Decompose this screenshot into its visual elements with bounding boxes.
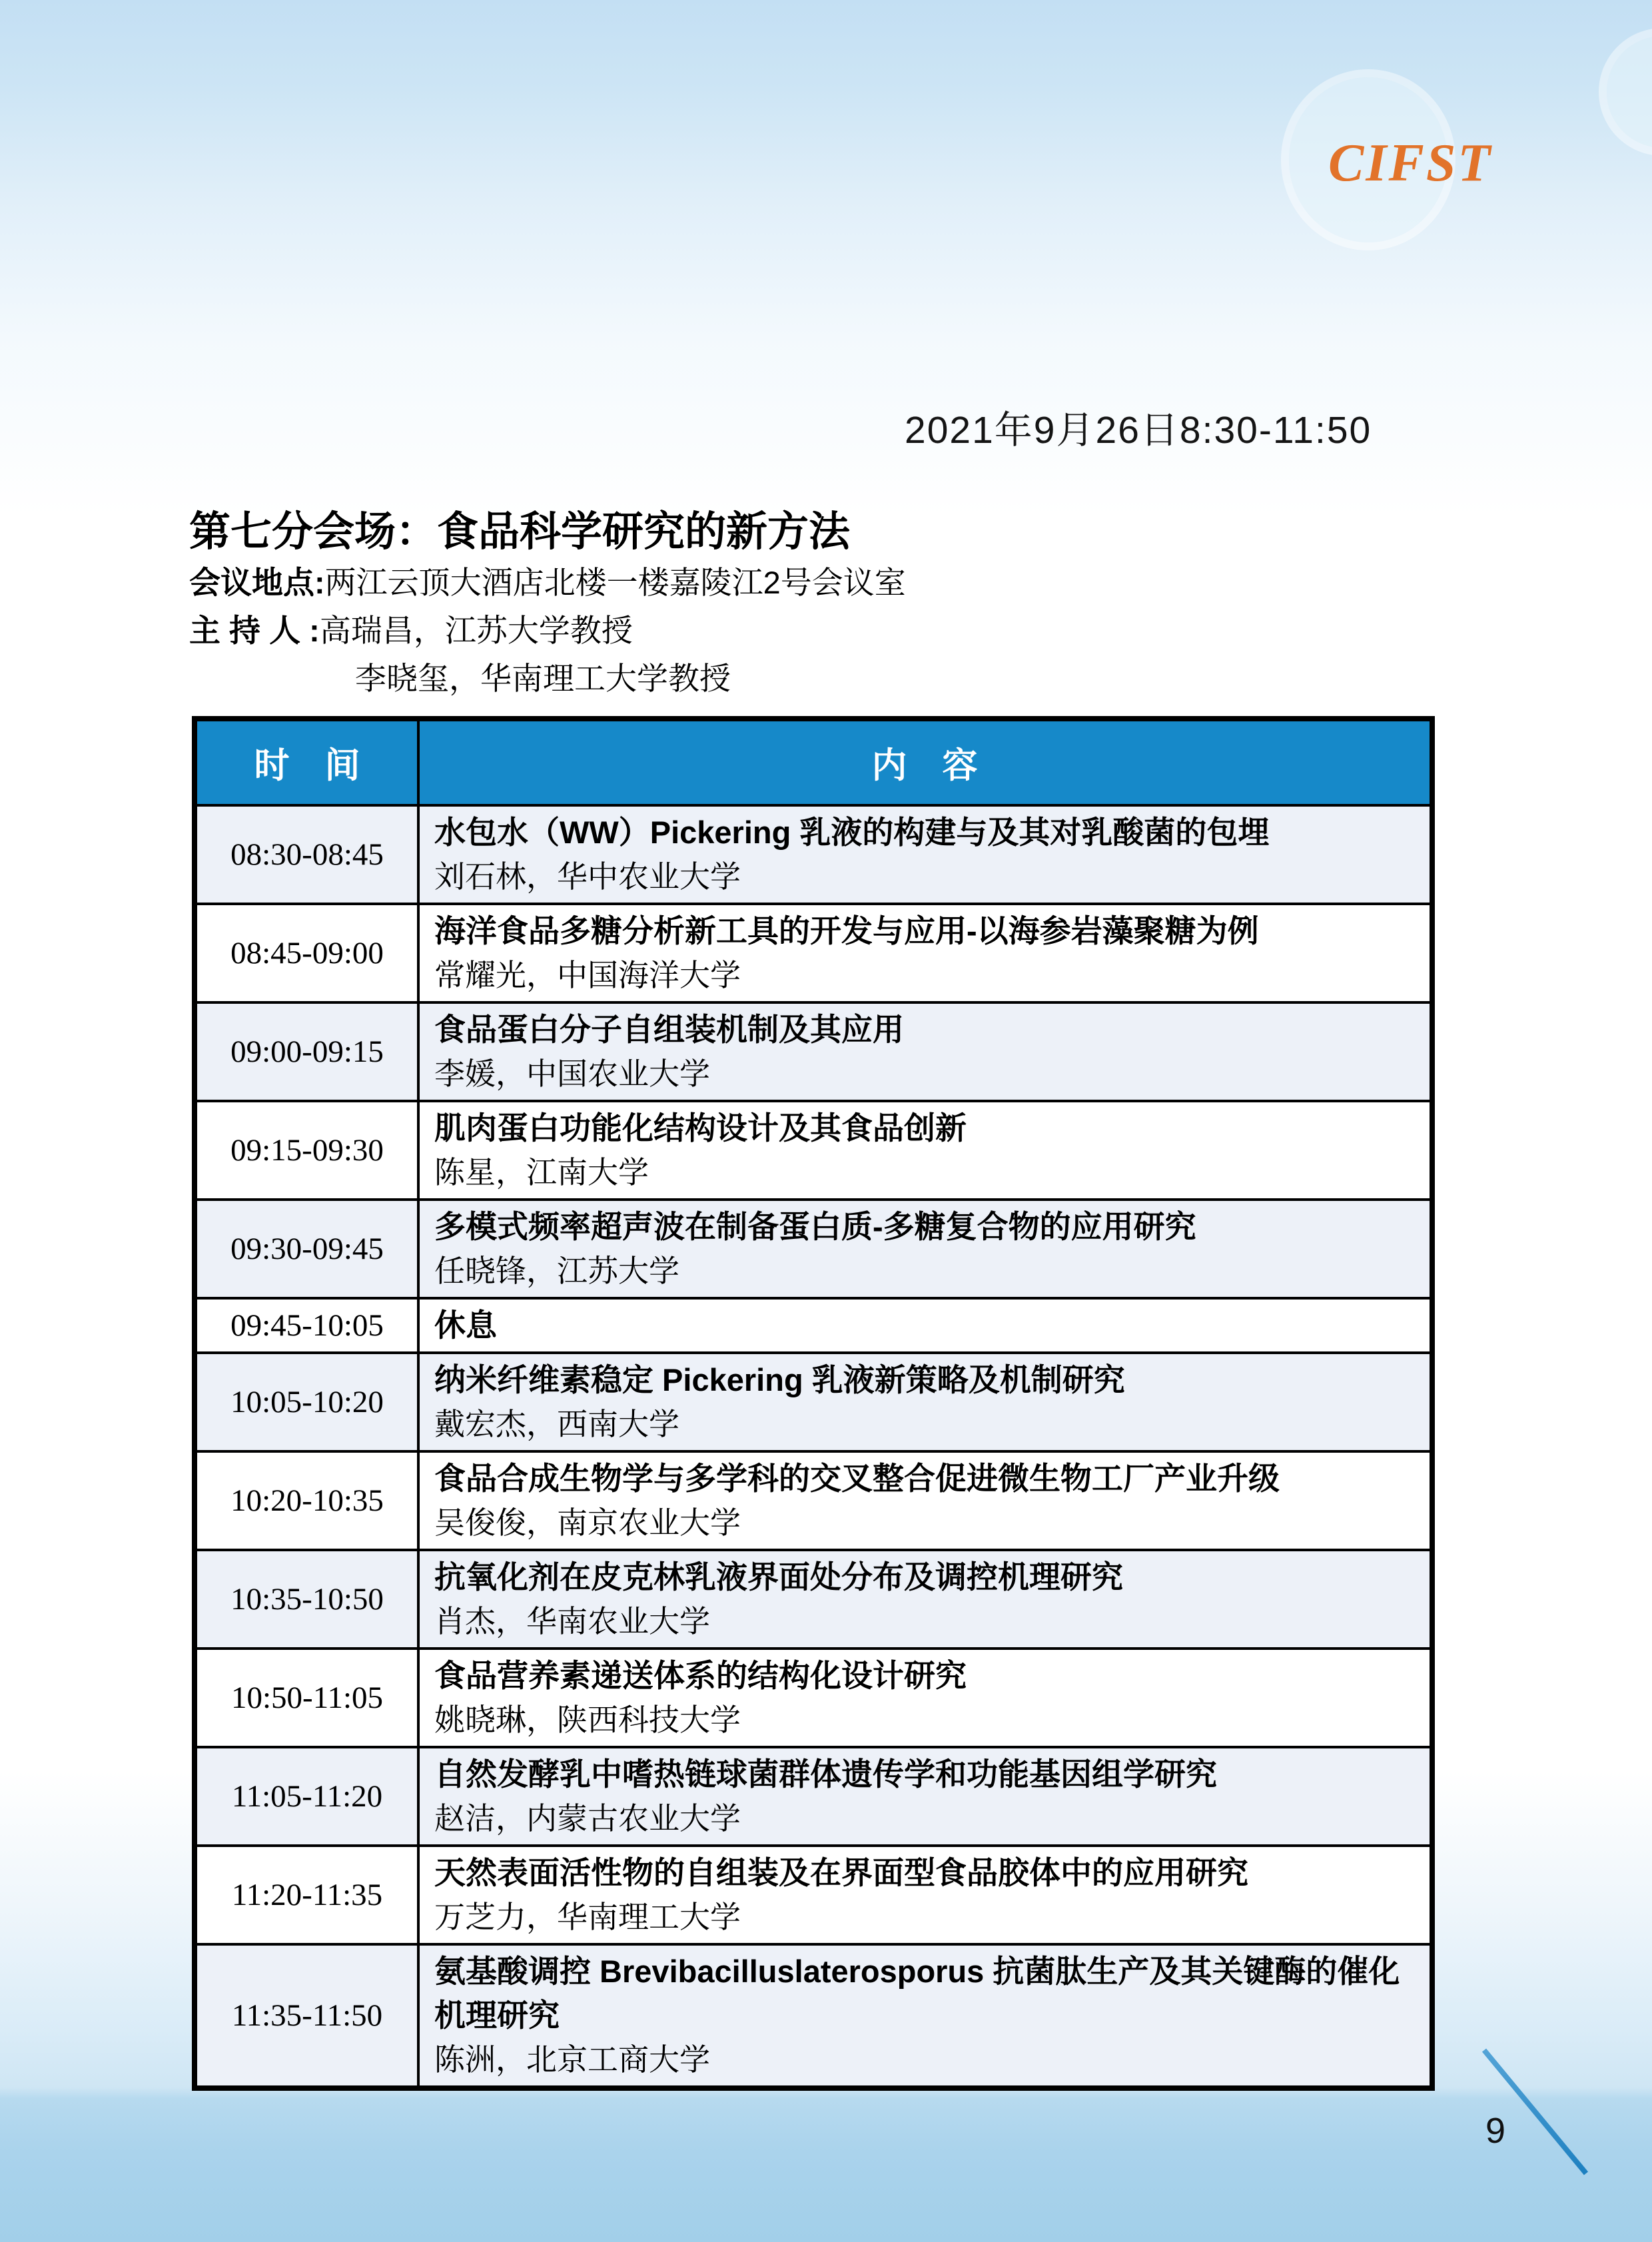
- table-row: [195, 1353, 1432, 1451]
- time-cell: 10:50-11:05: [195, 1649, 418, 1747]
- talk-speaker: 赵洁，内蒙古农业大学: [434, 1801, 741, 1836]
- table-row: [195, 1550, 1432, 1649]
- talk-speaker: 陈洲，北京工商大学: [434, 2042, 710, 2077]
- talk-speaker: 刘石林，华中农业大学: [434, 859, 741, 894]
- content-cell: [418, 1649, 1432, 1747]
- table-row: [195, 1846, 1432, 1944]
- page-number: 9: [1485, 2111, 1506, 2151]
- content-cell: [418, 1846, 1432, 1944]
- talk-speaker: 戴宏杰，西南大学: [434, 1407, 679, 1441]
- talk-title: 肌肉蛋白功能化结构设计及其食品创新: [434, 1110, 967, 1146]
- talk-title: 休息: [434, 1308, 497, 1343]
- header-row: [195, 719, 1432, 805]
- talk-speaker: 肖杰，华南农业大学: [434, 1604, 710, 1639]
- talk-title: 抗氧化剂在皮克林乳液界面处分布及调控机理研究: [434, 1559, 1123, 1595]
- talk-speaker: 吴俊俊，南京农业大学: [434, 1505, 741, 1540]
- talk-speaker: 李媛，中国农业大学: [434, 1056, 710, 1091]
- talk-speaker: 万芝力，华南理工大学: [434, 1900, 741, 1934]
- content-cell: [418, 1747, 1432, 1846]
- footer-decoration: [986, 2038, 1625, 2198]
- talk-title: 自然发酵乳中嗜热链球菌群体遗传学和功能基因组学研究: [434, 1756, 1217, 1792]
- content-cell: [418, 1002, 1432, 1101]
- time-cell: 10:35-10:50: [195, 1550, 418, 1649]
- table-row: [195, 1747, 1432, 1846]
- header-content: 内 容: [418, 719, 1432, 805]
- chair-2: 李晓玺，华南理工大学教授: [355, 661, 731, 696]
- content-cell: [418, 805, 1432, 904]
- talk-title: 海洋食品多糖分析新工具的开发与应用-以海参岩藻聚糖为例: [434, 913, 1259, 948]
- talk-speaker: 任晓锋，江苏大学: [434, 1254, 679, 1288]
- table-row: [195, 904, 1432, 1002]
- time-cell: 08:30-08:45: [195, 805, 418, 904]
- time-cell: 11:35-11:50: [195, 1944, 418, 2088]
- talk-title: 多模式频率超声波在制备蛋白质-多糖复合物的应用研究: [434, 1209, 1196, 1244]
- content-cell: [418, 1451, 1432, 1550]
- content-cell: [418, 1101, 1432, 1200]
- talk-title: 天然表面活性物的自组装及在界面型食品胶体中的应用研究: [434, 1855, 1248, 1890]
- session-title: 第七分会场：食品科学研究的新方法: [189, 509, 851, 555]
- schedule-table: [192, 716, 1435, 2091]
- table-row: [195, 1451, 1432, 1550]
- venue-label: 会议地点:: [189, 565, 325, 600]
- chair-line: [189, 606, 633, 651]
- talk-title: 氨基酸调控 Brevibacilluslaterosporus 抗菌肽生产及其关键酶的催化机理研究: [434, 1954, 1400, 2033]
- table-row: [195, 1101, 1432, 1200]
- table-row: [195, 1200, 1432, 1298]
- content-cell: [418, 1550, 1432, 1649]
- venue-line: [189, 558, 906, 603]
- talk-title: 水包水（WW）Pickering 乳液的构建与及其对乳酸菌的包埋: [434, 815, 1270, 850]
- talk-title: 食品合成生物学与多学科的交叉整合促进微生物工厂产业升级: [434, 1461, 1280, 1496]
- time-cell: 09:45-10:05: [195, 1298, 418, 1353]
- talk-title: 食品蛋白分子自组装机制及其应用: [434, 1012, 904, 1047]
- header-time: 时 间: [195, 719, 418, 805]
- talk-title: 纳米纤维素稳定 Pickering 乳液新策略及机制研究: [434, 1362, 1125, 1397]
- decor-bubble-edge: [1607, 36, 1652, 148]
- time-cell: 08:45-09:00: [195, 904, 418, 1002]
- venue-value: 两江云顶大酒店北楼一楼嘉陵江2号会议室: [324, 565, 906, 600]
- talk-speaker: 陈星，江南大学: [434, 1155, 649, 1190]
- schedule-header: [195, 719, 1432, 805]
- content-cell: [418, 1200, 1432, 1298]
- table-row: [195, 1649, 1432, 1747]
- talk-title: 食品营养素递送体系的结构化设计研究: [434, 1658, 967, 1693]
- talk-speaker: 常耀光，中国海洋大学: [434, 958, 741, 992]
- chair-label: 主 持 人 :: [189, 613, 320, 648]
- time-cell: 09:30-09:45: [195, 1200, 418, 1298]
- table-row: [195, 1298, 1432, 1353]
- cifst-logo: CIFST: [1328, 134, 1493, 192]
- talk-speaker: 姚晓琳，陕西科技大学: [434, 1702, 741, 1737]
- session-date: 2021年9月26日8:30-11:50: [905, 409, 1372, 452]
- time-cell: 11:20-11:35: [195, 1846, 418, 1944]
- time-cell: 09:15-09:30: [195, 1101, 418, 1200]
- time-cell: 09:00-09:15: [195, 1002, 418, 1101]
- content-cell: [418, 1298, 1432, 1353]
- table-row: [195, 805, 1432, 904]
- content-cell: [418, 904, 1432, 1002]
- table-row: [195, 1002, 1432, 1101]
- time-cell: 11:05-11:20: [195, 1747, 418, 1846]
- content-cell: [418, 1353, 1432, 1451]
- time-cell: 10:05-10:20: [195, 1353, 418, 1451]
- chair-1: 高瑞昌，江苏大学教授: [319, 613, 633, 648]
- schedule-table-body: [195, 805, 1432, 2088]
- time-cell: 10:20-10:35: [195, 1451, 418, 1550]
